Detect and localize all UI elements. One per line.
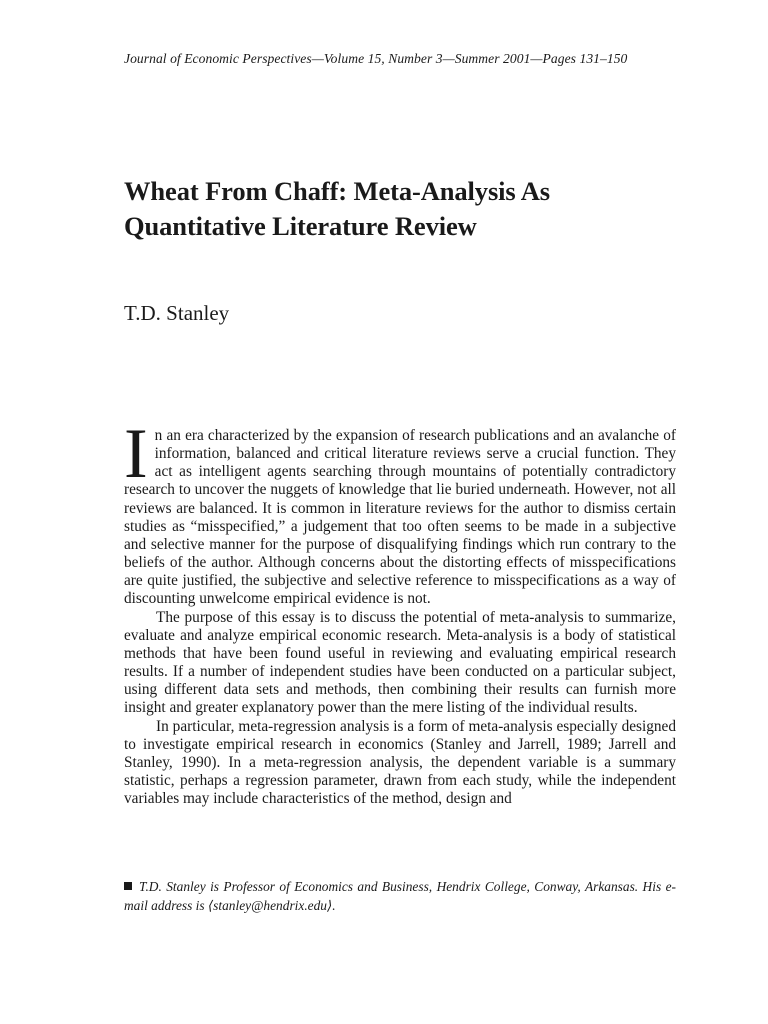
article-title-line-1: Wheat From Chaff: Meta-Analysis As [124, 176, 550, 206]
author-name: T.D. Stanley [124, 301, 230, 325]
paragraph-1 [124, 415, 676, 609]
footnote-text: T.D. Stanley is Professor of Economics and Business, Hendrix College, Conway, Arkansas. His e-mail address is ⟨stanley@hendrix.edu⟩. [124, 879, 676, 913]
paragraph-1-text: n an era characterized by the expansion of research publications and an avalanche of information, balanced and critical literature reviews serve a crucial function. They act as intelligent agents searching through mountains of potentially contradictory research to uncover the nuggets of knowledge that lie buried underneath. However, not all reviews are balanced. It is common in literature reviews for the author to dismiss certain studies as “misspecified,” a judgement that too often seems to be made in a subjective and selective manner for the purpose of disqualifying findings which run contrary to the beliefs of the author. Although concerns about the distorting effects of misspecifications are quite justified, the subjective and selective reference to misspecifications as a way of discounting unwelcome empirical evidence is not. [124, 427, 676, 608]
article-body [124, 415, 676, 808]
running-head: Journal of Economic Perspectives—Volume 15, Number 3—Summer 2001—Pages 131–150 [124, 51, 628, 66]
square-bullet-icon [124, 882, 132, 890]
author-footnote [124, 878, 676, 915]
article-title [124, 174, 684, 244]
article-title-line-2: Quantitative Literature Review [124, 211, 477, 241]
paragraph-2: The purpose of this essay is to discuss the potential of meta-analysis to summarize, evaluate and analyze empirical economic research. Meta-analysis is a body of statistical methods that have been found useful in reviewing and evaluating empirical research results. If a number of independent studies have been conducted on a particular subject, using different data sets and methods, then combining their results can furnish more insight and greater explanatory power than the mere listing of the individual results. [124, 608, 676, 717]
paragraph-3: In particular, meta-regression analysis is a form of meta-analysis especially designed to investigate empirical research in economics (Stanley and Jarrell, 1989; Jarrell and Stanley, 1990). In a meta-regression analysis, the dependent variable is a summary statistic, perhaps a regression parameter, drawn from each study, while the independent variables may include characteristics of the method, design and [124, 717, 676, 808]
drop-cap: I [124, 415, 148, 493]
